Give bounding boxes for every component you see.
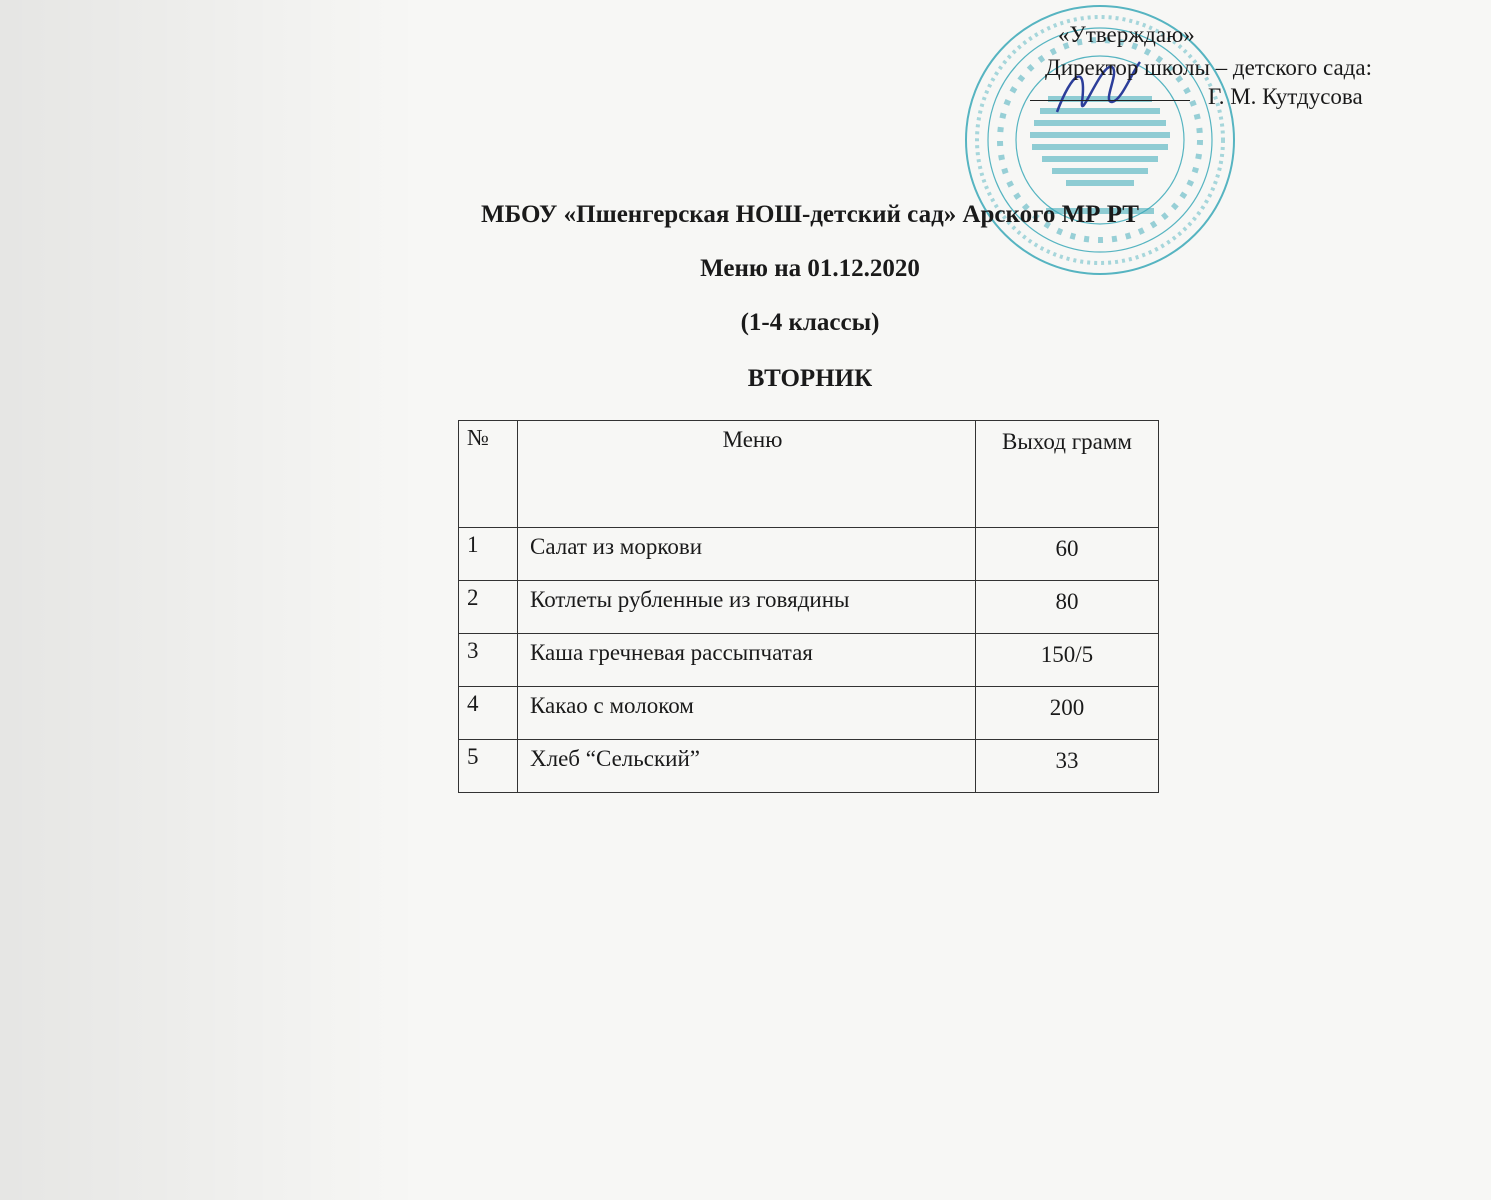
scan-shadow xyxy=(0,0,420,1200)
stamp-lettering xyxy=(1030,99,1170,211)
grades: (1-4 классы) xyxy=(740,309,880,336)
table-row xyxy=(459,687,1159,740)
signature-line xyxy=(1030,100,1190,101)
table-header xyxy=(459,421,1159,528)
row-dish: Каша гречневая рассыпчатая xyxy=(518,634,976,687)
row-dish: Котлеты рубленные из говядины xyxy=(518,581,976,634)
table-row xyxy=(459,528,1159,581)
menu-table xyxy=(458,420,1159,793)
row-dish: Хлеб “Сельский” xyxy=(518,740,976,793)
col-grams: Выход грамм xyxy=(976,421,1159,528)
approval-name: Г. М. Кутдусова xyxy=(1208,84,1363,109)
approval-label: «Утверждаю» xyxy=(1058,22,1195,47)
col-number: № xyxy=(459,421,518,528)
row-grams: 150/5 xyxy=(976,634,1159,687)
row-number: 1 xyxy=(459,528,518,581)
row-grams: 33 xyxy=(976,740,1159,793)
row-grams: 200 xyxy=(976,687,1159,740)
weekday: ВТОРНИК xyxy=(747,365,873,392)
row-number: 5 xyxy=(459,740,518,793)
row-grams: 80 xyxy=(976,581,1159,634)
table-row xyxy=(459,581,1159,634)
menu-date: Меню на 01.12.2020 xyxy=(700,255,920,282)
org-title: МБОУ «Пшенгерская НОШ-детский сад» Арского МР РТ xyxy=(481,201,1139,228)
row-dish: Салат из моркови xyxy=(518,528,976,581)
row-grams: 60 xyxy=(976,528,1159,581)
table-row xyxy=(459,634,1159,687)
approval-position: Директор школы – детского сада: xyxy=(1045,55,1372,80)
row-dish: Какао с молоком xyxy=(518,687,976,740)
row-number: 4 xyxy=(459,687,518,740)
row-number: 2 xyxy=(459,581,518,634)
table-row xyxy=(459,740,1159,793)
row-number: 3 xyxy=(459,634,518,687)
col-menu: Меню xyxy=(518,421,976,528)
